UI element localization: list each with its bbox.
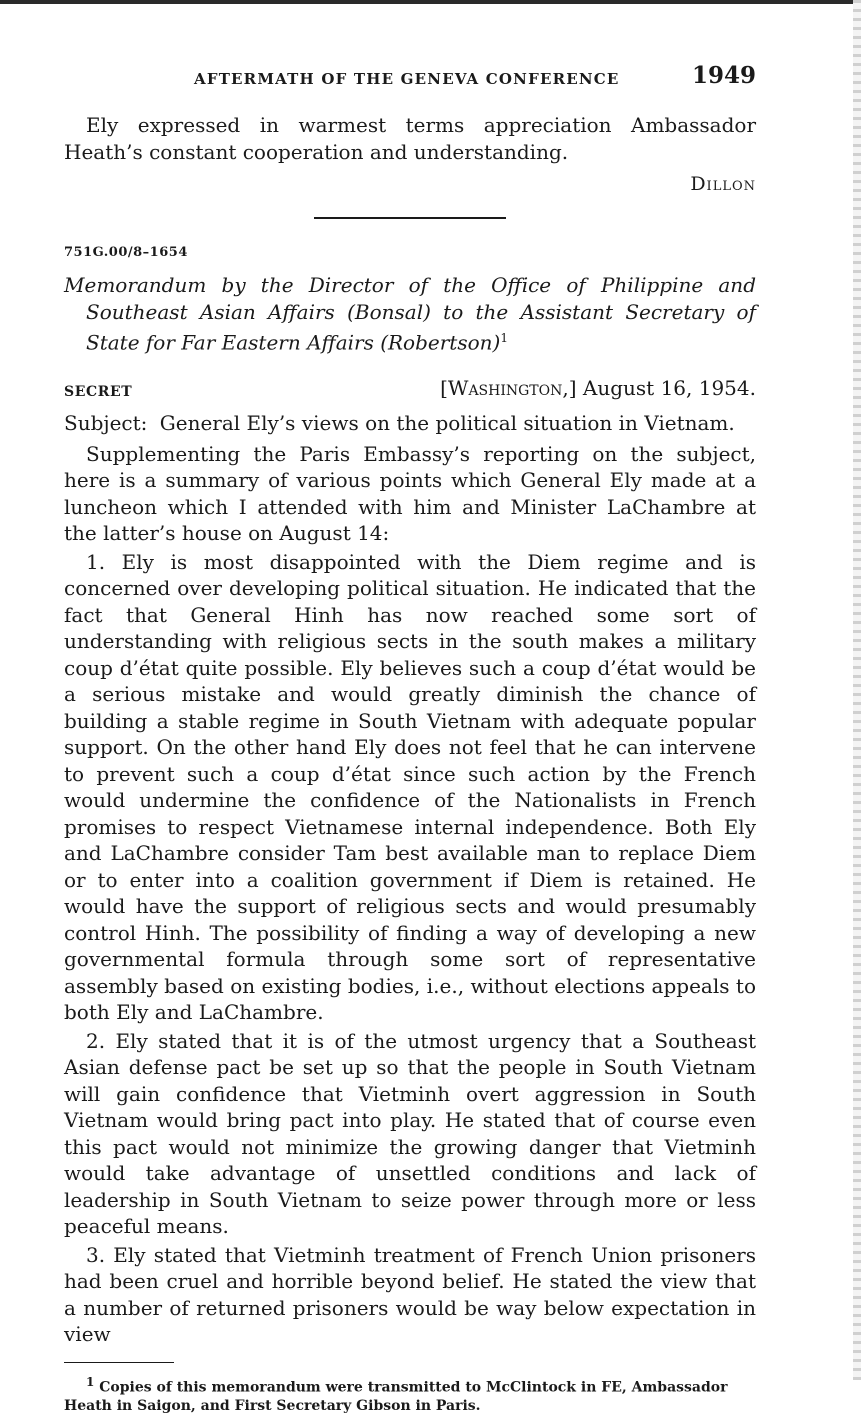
footnote-rule — [64, 1362, 174, 1364]
carryover-paragraph: Ely expressed in warmest terms appreciation Ambassador Heath’s constant cooperation and understanding. — [64, 113, 756, 164]
dateline — [64, 376, 756, 406]
place-and-date — [440, 376, 756, 400]
subject-label: Subject: — [64, 411, 148, 436]
body-paragraph: 1. Ely is most disappointed with the Diem regime and is concerned over developing political situation. He indicated that the fact that General Hinh has now reached some sort of understanding with religious sects in the south makes a military coup d’état quite possible. Ely believes such a coup d’état would be a serious mistake and would greatly diminish the chance of building a stable regime in South Vietnam with adequate popular support. On the other hand Ely does not feel that he can intervene to prevent such a coup d’état since such action by the French would undermine the confidence of the Nationalists in French promises to respect Vietnamese internal independence. Both Ely and LaChambre consider Tam best available man to replace Diem or to enter into a coalition government if Diem is retained. He would have the support of religious sects and would presumably control Hinh. The possibility of finding a way of developing a new governmental formula through some sort of representative assembly based on existing bodies, i.e., without elections appeals to both Ely and LaChambre. — [64, 549, 756, 1025]
footnote — [64, 1373, 756, 1415]
section-separator — [314, 217, 506, 219]
document-title-text: Memorandum by the Director of the Office of Philippine and Southeast Asian Affairs (Bonsal) to the Assistant Secretary of State for Far Eastern Affairs (Robertson) — [64, 273, 756, 355]
page-number: 1949 — [691, 62, 756, 89]
footnote-text: Copies of this memorandum were transmitted to McClintock in FE, Ambassador Heath in Saigon, and First Secretary Gibson in Paris. — [64, 1379, 728, 1414]
date: August 16, 1954. — [582, 376, 756, 401]
top-border — [0, 0, 861, 4]
subject-text: General Ely’s views on the political situation in Vietnam. — [159, 411, 735, 436]
page-edge — [853, 0, 861, 1380]
subject-line — [64, 410, 756, 437]
body-paragraph: 2. Ely stated that it is of the utmost urgency that a Southeast Asian defense pact be set up so that the people in South Vietnam will gain confidence that Vietminh overt aggression in South Vietnam would bring pact into play. He stated that of course even this pact would not minimize the growing danger that Vietminh would take advantage of unsettled conditions and lack of leadership in South Vietnam to seize power through more or less peaceful means. — [64, 1028, 756, 1239]
body-paragraph: Supplementing the Paris Embassy’s reporting on the subject, here is a summary of various points which General Ely made at a luncheon which I attended with him and Minister LaChambre at the latter’s house on August 14: — [64, 441, 756, 546]
footnote-marker: 1 — [86, 1375, 95, 1390]
footnote-reference: 1 — [500, 331, 508, 345]
body-paragraph: 3. Ely stated that Vietminh treatment of French Union prisoners had been cruel and horrible beyond belief. He stated the view that a number of returned prisoners would be way below expectation in view — [64, 1242, 756, 1347]
signature: Dillon — [690, 173, 756, 195]
file-number: 751G.00/8–1654 — [64, 245, 188, 260]
document-title — [64, 272, 756, 356]
place: [Washington,] — [440, 376, 577, 401]
document-page — [64, 62, 756, 1415]
running-head-title: AFTERMATH OF THE GENEVA CONFERENCE — [194, 70, 620, 88]
classification-label: SECRET — [64, 384, 133, 401]
running-head — [64, 62, 756, 96]
